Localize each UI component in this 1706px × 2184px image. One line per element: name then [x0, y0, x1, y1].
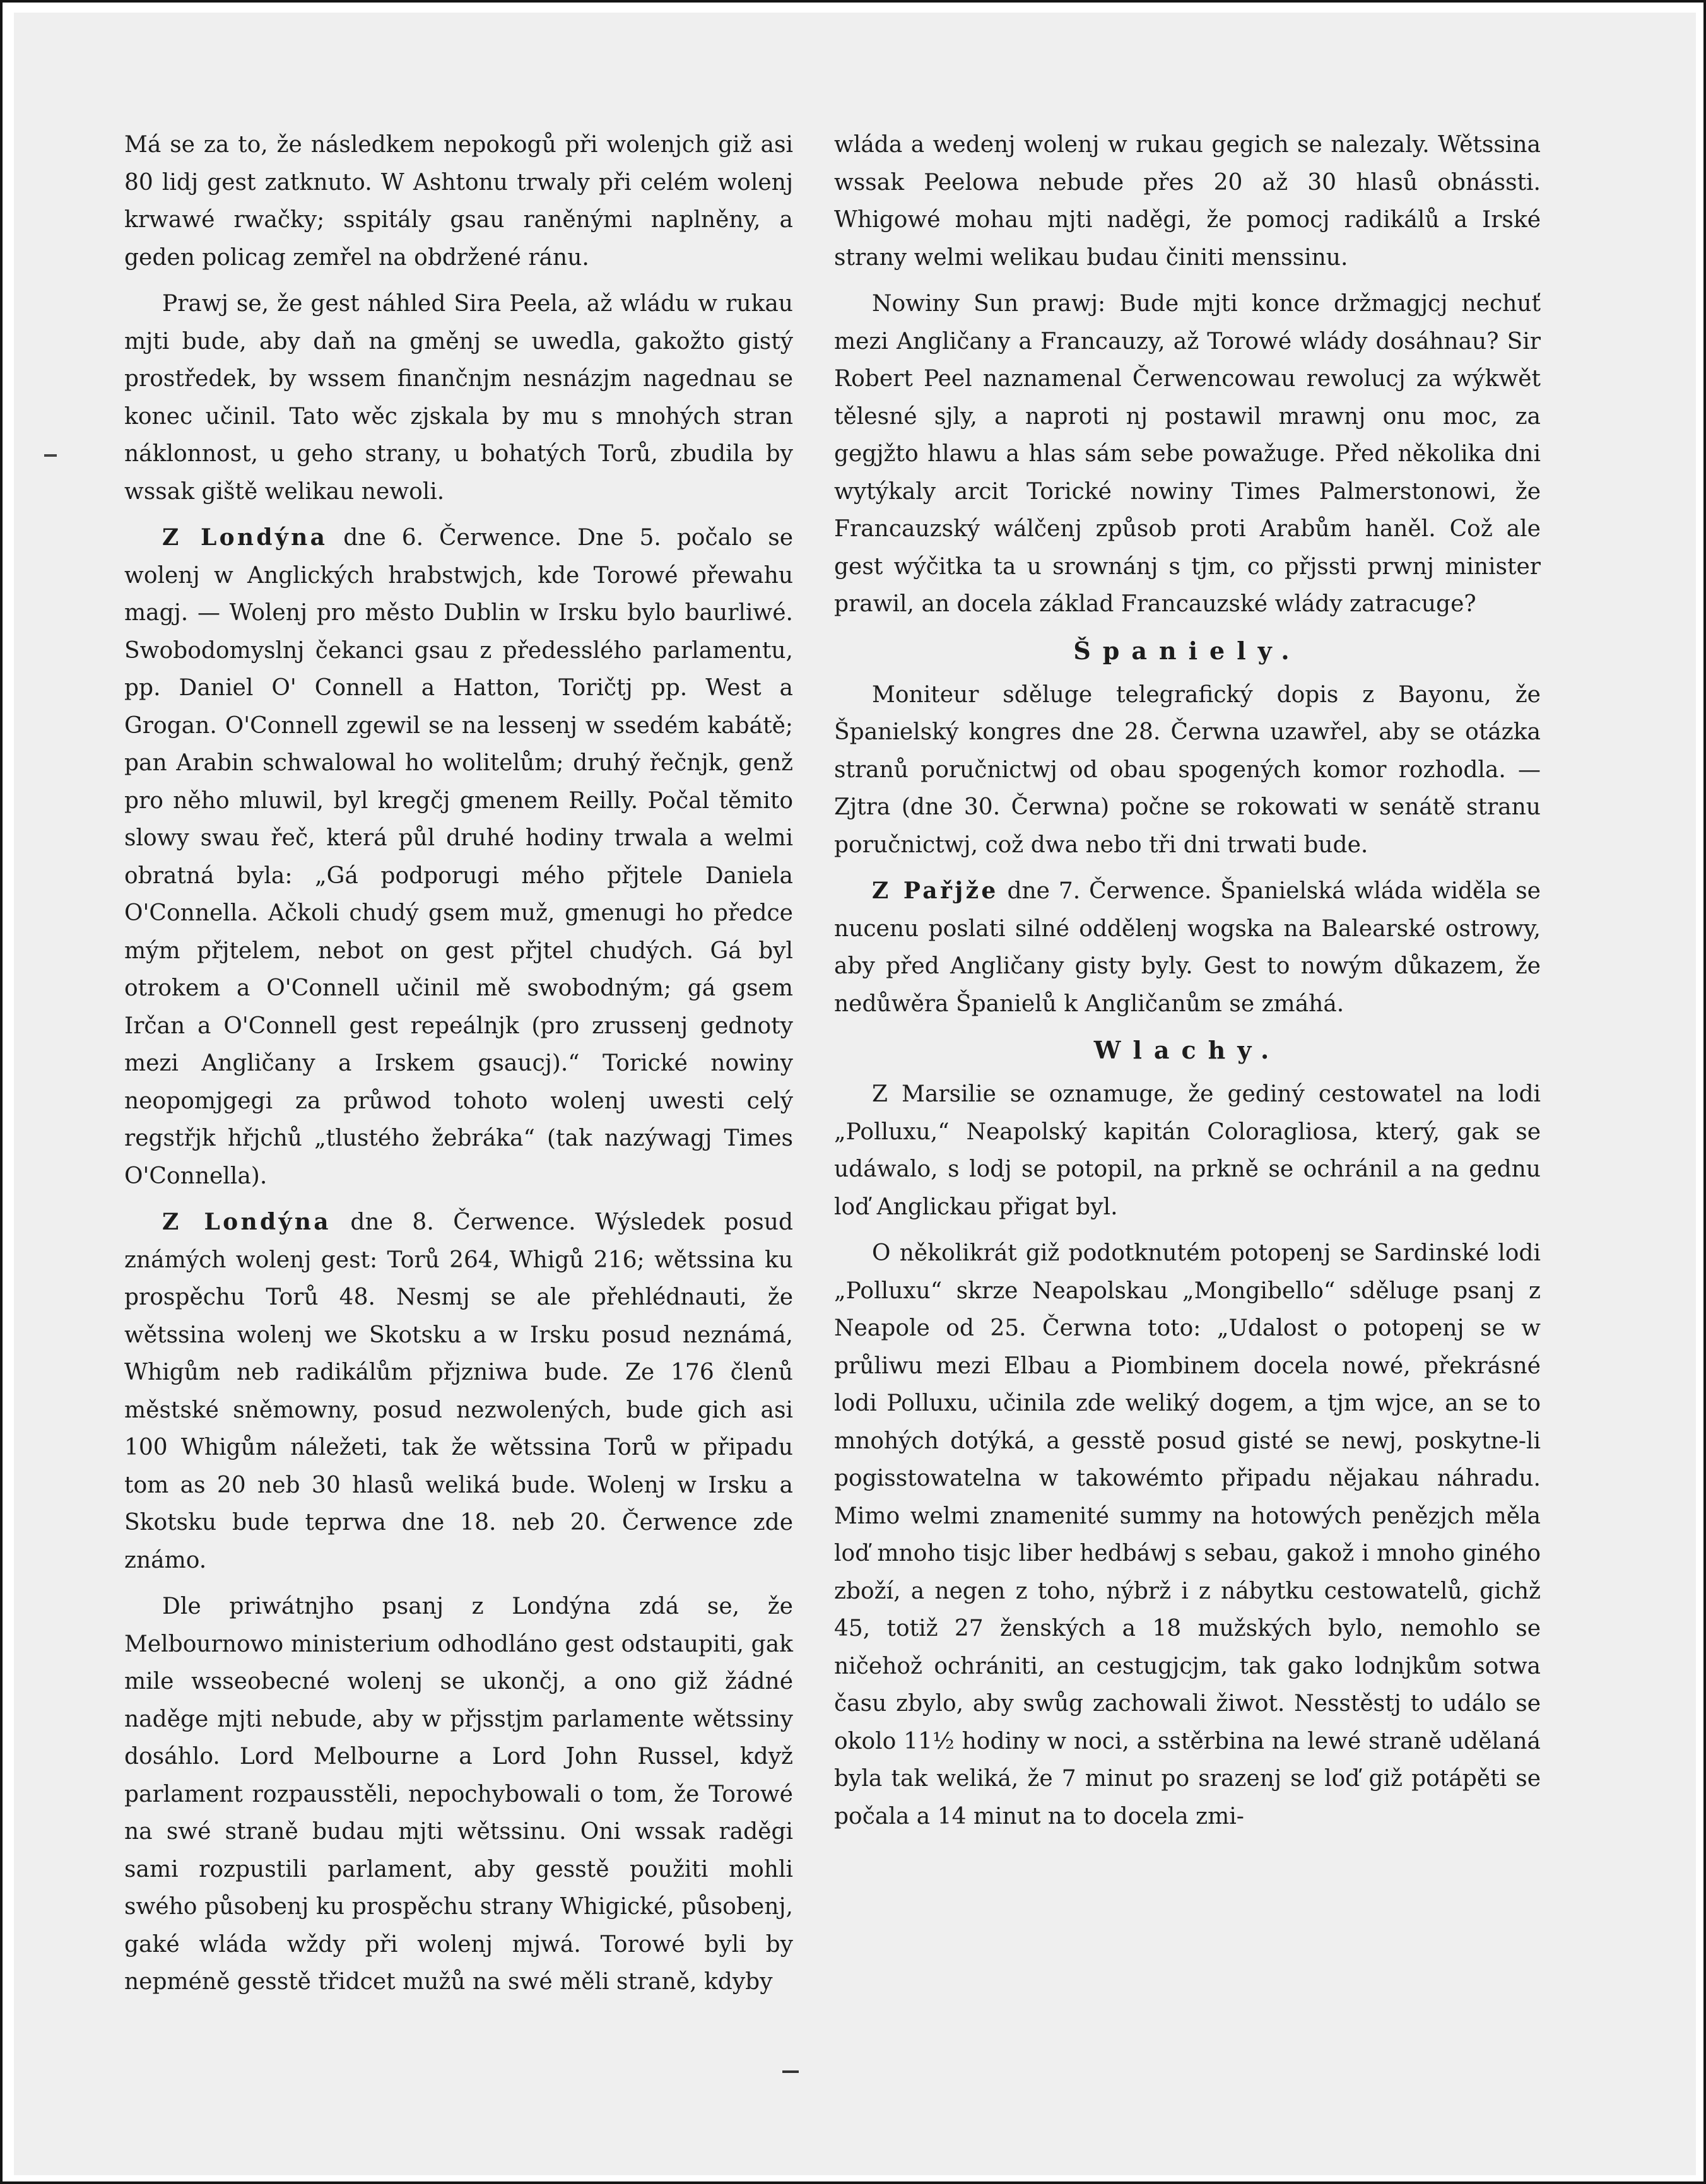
article-paragraph: O několikrát giž podotknutém potopenj se Sardinské lodi „Polluxu“ skrze Neapolskau „Mongibello“ sděluge psanj z Neapole od 25. Čerwna toto: „Udalost o potopenj se w průliwu mezi Elbau a Piombinem docela nowé, překrásné lodi Polluxu, učinila zde weliký dogem, a tjm wjce, an se to mnohých dotýká, a gesstě posud gisté se newj, poskytne-li pogisstowatelna w takowémto připadu nějakau náhradu. Mimo welmi znamenité summy na hotowých penězjch měla loď mnoho tisjc liber hedbáwj s sebau, gakož i mnoho giného zboží, a negen z toho, nýbrž i z nábytku cestowatelů, gichž 45, totiž 27 ženských a 18 mužských bylo, nemohlo se ničehož ochrániti, an cestugjcjm, tak gako lodnjkům sotwa času zbylo, aby swůg zachowali žiwot. Nesstěstj to událo se okolo 11½ hodiny w noci, a sstěrbina na lewé straně udělaná byla tak weliká, že 7 minut po srazenj se loď giž potápěti se počala a 14 minut na to docela zmi- — [834, 1240, 1541, 1829]
paragraph-text: dne 6. Čerwence. Dne 5. počalo se wolenj w Anglických hrabstwjch, kde Torowé přewahu magj. — Wolenj pro město Dublin w Irsku bylo baurliwé. Swobodomyslnj čekanci gsau z předesslého parlamentu, pp. Daniel O' Connell a Hatton, Toričtj pp. West a Grogan. O'Connell zgewil se na lessenj w ssedém kabátě; pan Arabin schwalowal ho wolitelům; druhý řečnjk, genž pro něho mluwil, byl kregčj gmenem Reilly. Počal těmito slowy swau řeč, která půl druhé hodiny trwala a welmi obratná byla: „Gá podporugi mého přjtele Daniela O'Connella. Ačkoli chudý gsem muž, gmenugi ho předce mým přjtelem, nebot on gest přjtel chudých. Gá byl otrokem a O'Connell učinil mě swobodným; gá gsem Irčan a O'Connell gest repeálnjk (pro zrussenj gednoty mezi Angličany a Irskem gsaucj).“ Torické nowiny neopomjgegi za průwod tohoto wolenj uwesti celý regstřjk hřjchů „tlustého žebráka“ (tak nazýwagj Times O'Connella). — [124, 525, 793, 1189]
section-heading-spain: Španiely. — [1073, 636, 1302, 665]
article-paragraph: Má se za to, že následkem nepokogů při wolenjch giž asi 80 lidj gest zatknuto. W Ashtonu trwaly při celém wolenj krwawé rwačky; sspitály gsau raněnými naplněny, a geden policag zemřel na obdržené ránu. — [124, 132, 793, 271]
article-paragraph: wláda a wedenj wolenj w rukau gegich se nalezaly. Wětssina wssak Peelowa nebude přes 20 až 30 hlasů obnássti. Whigowé mohau mjti naděgi, že pomocj radikálů a Irské strany welmi welikau budau činiti menssinu. — [834, 132, 1541, 271]
paragraph-text: dne 8. Čerwence. Wýsledek posud známých wolenj gest: Torů 264, Whigů 216; wětssina ku prospěchu Torů 48. Nesmj se ale přehlédnauti, že wětssina wolenj we Skotsku a w Irsku posud neznámá, Whigům neb radikálům přjzniwa bude. Ze 176 členů městské sněmowny, posud nezwolených, bude gich asi 100 Whigům náležeti, tak že wětssina Torů w připadu tom as 20 neb 30 hlasů weliká bude. Wolenj w Irsku a Skotsku bude teprwa dne 18. neb 20. Čerwence zde známo. — [124, 1209, 794, 1573]
footer-dash — [782, 2070, 799, 2073]
dateline: Z Londýna — [162, 1209, 331, 1235]
article-paragraph — [124, 519, 793, 1195]
margin-mark — [44, 454, 57, 457]
article-paragraph: Prawj se, že gest náhled Sira Peela, až wládu w rukau mjti bude, aby daň na gměnj se uwedla, gakožto gistý prostředek, by wssem finančnjm nesnázjm nagednau se konec učinil. Tato wěc zjskala by mu s mnohých stran náklonnost, u geho strany, u bohatých Torů, zbudila by wssak giště welikau newoli. — [124, 291, 793, 505]
article-paragraph: Nowiny Sun prawj: Bude mjti konce držmagjcj nechuť mezi Angličany a Francauzy, až Torowé wlády dosáhnau? Sir Robert Peel naznamenal Čerwencowau rewolucj za wýkwět tělesné sjly, a naproti nj postawil mrawnj onu moc, za gegjžto hlawu a hlas sám sebe powažuge. Před několika dni wytýkaly arcit Torické nowiny Times Palmerstonowi, že Francauzský wálčenj způsob proti Arabům haněl. Což ale gest wýčitka ta u srownánj s tjm, co přjssti prwnj minister prawil, an docela základ Francauzské wlády zatracuge? — [834, 291, 1541, 617]
article-paragraph: Moniteur sděluge telegrafický dopis z Bayonu, že Španielský kongres dne 28. Čerwna uzawřel, aby se otázka stranů poručnictwj od obau spogených komor rozhodla. — Zjtra (dne 30. Čerwna) počne se rokowati w senátě stranu poručnictwj, což dwa nebo tři dni trwati bude. — [834, 681, 1541, 858]
section-heading-italy: Wlachy. — [1093, 1036, 1281, 1064]
article-paragraph — [834, 872, 1541, 1023]
right-column — [834, 126, 1541, 1844]
article-paragraph: Dle priwátnjho psanj z Londýna zdá se, že Melbournowo ministerium odhodláno gest odstaupiti, gak mile wsseobecné wolenj se ukončj, a ono giž žádné naděge mjti nebude, aby w přjsstjm parlamente wětssiny dosáhlo. Lord Melbourne a Lord John Russel, když parlament rozpausstěli, nepochybowali o tom, že Torowé na swé straně budau mjti wětssinu. Oni wssak raděgi sami rozpustili parlament, aby gesstě použiti mohli swého působenj ku prospěchu strany Whigické, působenj, gaké wláda wždy při wolenj mjwá. Torowé byli by nepméně gesstě třidcet mužů na swé měli straně, kdyby — [124, 1594, 793, 1995]
left-column — [124, 126, 793, 2010]
article-paragraph — [124, 1204, 793, 1579]
paper-sheet — [14, 13, 1696, 2175]
dateline: Z Londýna — [162, 524, 328, 551]
article-paragraph: Z Marsilie se oznamuge, že gediný cestowatel na lodi „Polluxu,“ Neapolský kapitán Coloragliosa, který, gak se udáwalo, s lodj se potopil, na prkně se ochránil a na gednu loď Anglickau přigat byl. — [834, 1081, 1541, 1220]
paragraph-text: dne 7. Čerwence. Španielská wláda widěla se nucenu poslati silné oddělenj wogska na Balearské ostrowy, aby před Angličany gisty byly. Gest to nowým důkazem, že nedůwěra Španielů k Angličanům se zmáhá. — [834, 878, 1541, 1017]
dateline: Z Pařjže — [872, 878, 999, 904]
